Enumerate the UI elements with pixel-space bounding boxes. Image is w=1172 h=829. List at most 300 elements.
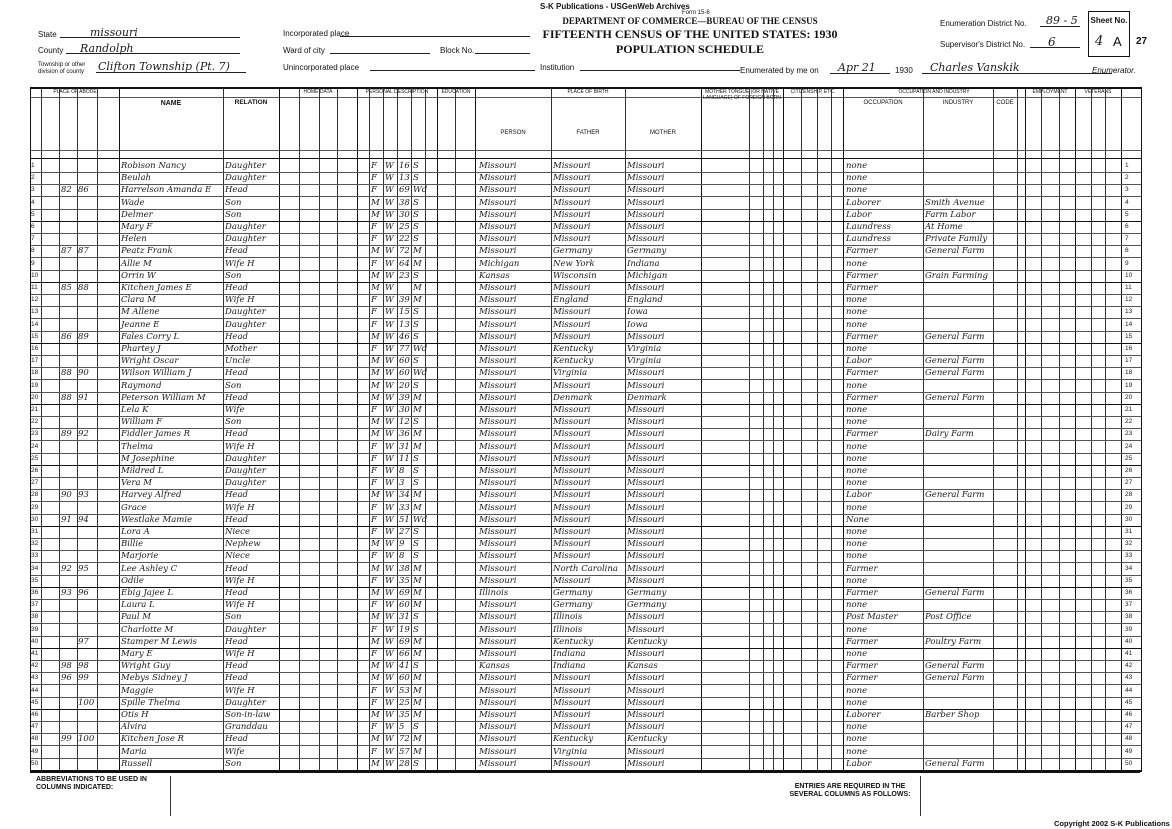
line-number-right: 21 bbox=[1125, 406, 1133, 413]
age: 19 bbox=[399, 624, 410, 635]
industry bbox=[925, 526, 993, 538]
family-number bbox=[78, 380, 96, 392]
industry: General Farm bbox=[925, 392, 985, 403]
line-number: 18 bbox=[31, 369, 39, 377]
birthplace-person: Missouri bbox=[479, 222, 517, 232]
person-name: Billie bbox=[121, 539, 144, 550]
person-name: M Allene bbox=[121, 307, 160, 318]
relation: Wife H bbox=[225, 600, 255, 611]
age: 16 bbox=[399, 161, 410, 171]
birthplace-person: Missouri bbox=[479, 380, 517, 391]
person-name: Mildred L bbox=[121, 466, 164, 476]
table-row bbox=[31, 514, 1141, 526]
person-name: Phartey J bbox=[121, 344, 161, 354]
birthplace-person: Missouri bbox=[479, 161, 517, 171]
dwelling-number bbox=[61, 599, 77, 611]
table-row bbox=[31, 355, 1141, 367]
relation: Mother bbox=[225, 344, 257, 354]
marital-status: S bbox=[413, 234, 419, 245]
family-number bbox=[78, 746, 96, 758]
industry: Dairy Farm bbox=[925, 429, 974, 440]
enumerated-date: Apr 21 bbox=[838, 61, 876, 74]
age: 53 bbox=[399, 685, 410, 696]
line-number-right: 31 bbox=[1125, 528, 1133, 535]
line-number-right: 8 bbox=[1125, 247, 1129, 255]
dwelling-number bbox=[61, 233, 77, 245]
race: W bbox=[385, 673, 394, 684]
table-row bbox=[31, 587, 1141, 599]
relation: Wife bbox=[225, 405, 245, 415]
occupation: none bbox=[846, 405, 868, 415]
race: W bbox=[385, 453, 394, 464]
table-row bbox=[31, 184, 1141, 196]
family-number: 86 bbox=[78, 185, 89, 196]
race: W bbox=[385, 368, 394, 379]
birthplace-person: Missouri bbox=[479, 514, 517, 525]
occupation: none bbox=[846, 417, 868, 428]
birthplace-person: Missouri bbox=[479, 636, 517, 647]
age: 35 bbox=[399, 575, 410, 586]
relation: Head bbox=[225, 331, 248, 342]
dwelling-number bbox=[61, 648, 77, 660]
race: W bbox=[385, 612, 394, 623]
birthplace-mother: Missouri bbox=[627, 283, 665, 293]
ed-label: Enumeration District No. bbox=[940, 19, 1027, 28]
person-name: Maria bbox=[121, 746, 147, 757]
race: W bbox=[385, 197, 394, 208]
occupation: Laundress bbox=[846, 222, 891, 232]
table-row bbox=[31, 502, 1141, 514]
birthplace-mother: Indiana bbox=[627, 258, 660, 269]
dwelling-number bbox=[61, 538, 77, 550]
dwelling-number: 87 bbox=[61, 246, 72, 257]
dwelling-number bbox=[61, 294, 77, 306]
birthplace-father: Missouri bbox=[553, 417, 591, 428]
line-number-right: 34 bbox=[1125, 564, 1133, 572]
age: 13 bbox=[399, 173, 410, 184]
relation: Head bbox=[225, 588, 248, 598]
birthplace-person: Michigan bbox=[479, 258, 520, 269]
block-label: Block No. bbox=[440, 46, 475, 55]
dwelling-number bbox=[61, 465, 77, 477]
dwelling-number bbox=[61, 709, 77, 721]
birthplace-mother: Missouri bbox=[627, 197, 665, 208]
relation: Wife H bbox=[225, 258, 255, 269]
line-number: 39 bbox=[31, 625, 39, 633]
industry bbox=[925, 319, 993, 331]
industry bbox=[925, 416, 993, 428]
marital-status: M bbox=[413, 283, 422, 293]
dwelling-number bbox=[61, 197, 77, 209]
line-number: 14 bbox=[31, 320, 39, 328]
section-relation: RELATION bbox=[234, 99, 268, 106]
subhead-occupation: OCCUPATION bbox=[863, 100, 903, 106]
person-name: Delmer bbox=[121, 209, 153, 220]
birthplace-mother: Missouri bbox=[627, 478, 665, 489]
line-number-right: 45 bbox=[1125, 698, 1133, 706]
marital-status: S bbox=[413, 527, 419, 537]
line-number: 16 bbox=[31, 345, 39, 352]
line-number-right: 38 bbox=[1125, 613, 1133, 621]
race: W bbox=[385, 270, 394, 281]
relation: Daughter bbox=[225, 173, 266, 184]
birthplace-father: Denmark bbox=[553, 392, 593, 403]
family-number bbox=[78, 270, 96, 282]
birthplace-person: Missouri bbox=[479, 197, 517, 208]
line-number: 13 bbox=[31, 308, 39, 316]
occupation: Post Master bbox=[846, 612, 898, 623]
age: 60 bbox=[399, 368, 410, 379]
sex: F bbox=[371, 600, 377, 611]
marital-status: S bbox=[413, 380, 419, 391]
birthplace-father: Missouri bbox=[553, 466, 591, 476]
family-number bbox=[78, 721, 96, 733]
person-name: Ebig Jajee L bbox=[121, 588, 174, 598]
line-number: 45 bbox=[31, 698, 39, 706]
birthplace-father: Missouri bbox=[553, 527, 591, 537]
industry: General Farm bbox=[925, 368, 985, 379]
family-number bbox=[78, 160, 96, 172]
race: W bbox=[385, 283, 394, 293]
ed-value: 89 - 5 bbox=[1046, 14, 1078, 27]
table-row bbox=[31, 538, 1141, 550]
birthplace-mother: Missouri bbox=[627, 466, 665, 476]
industry bbox=[925, 563, 993, 575]
person-name: Charlotte M bbox=[121, 624, 174, 635]
relation: Niece bbox=[225, 527, 250, 537]
industry bbox=[925, 343, 993, 355]
county-value: Randolph bbox=[80, 42, 134, 55]
line-number: 38 bbox=[31, 613, 39, 621]
occupation: Farmer bbox=[846, 636, 878, 647]
section-veterans: VETERANS bbox=[1084, 89, 1112, 95]
age: 5 bbox=[399, 722, 405, 733]
birthplace-father: Kentucky bbox=[553, 636, 594, 647]
table-row bbox=[31, 306, 1141, 318]
age: 72 bbox=[399, 734, 410, 745]
sex: F bbox=[371, 319, 377, 330]
relation: Daughter bbox=[225, 478, 266, 489]
marital-status: S bbox=[413, 319, 419, 330]
line-number-right: 39 bbox=[1125, 625, 1133, 633]
birthplace-mother: Missouri bbox=[627, 746, 665, 757]
occupation: none bbox=[846, 173, 868, 184]
dwelling-number bbox=[61, 685, 77, 697]
birthplace-person: Missouri bbox=[479, 624, 517, 635]
race: W bbox=[385, 319, 394, 330]
marital-status: S bbox=[413, 624, 419, 635]
dwelling-number: 88 bbox=[61, 368, 72, 379]
line-number: 42 bbox=[31, 662, 39, 670]
line-number-right: 16 bbox=[1125, 345, 1133, 352]
marital-status: Wd bbox=[413, 368, 428, 379]
line-number-right: 24 bbox=[1125, 442, 1133, 450]
person-name: Kitchen James E bbox=[121, 283, 192, 293]
line-number-right: 6 bbox=[1125, 223, 1129, 230]
family-number bbox=[78, 611, 96, 623]
occupation: Farmer bbox=[846, 661, 878, 672]
sex: F bbox=[371, 502, 377, 513]
age: 13 bbox=[399, 319, 410, 330]
birthplace-person: Kansas bbox=[479, 270, 510, 281]
family-number bbox=[78, 599, 96, 611]
occupation: none bbox=[846, 502, 868, 513]
relation: Nephew bbox=[225, 539, 261, 550]
line-number-right: 17 bbox=[1125, 357, 1133, 365]
age: 25 bbox=[399, 697, 410, 708]
section-place-of-abode: PLACE OF ABODE bbox=[53, 89, 97, 95]
occupation: Labor bbox=[846, 209, 872, 220]
occupation: none bbox=[846, 185, 868, 196]
industry bbox=[925, 502, 993, 514]
line-number-right: 12 bbox=[1125, 296, 1133, 304]
line-number: 41 bbox=[31, 650, 39, 657]
line-number: 34 bbox=[31, 564, 39, 572]
sex: F bbox=[371, 722, 377, 733]
person-name: Wright Oscar bbox=[121, 356, 179, 367]
birthplace-father: Missouri bbox=[553, 380, 591, 391]
birthplace-person: Missouri bbox=[479, 356, 517, 367]
birthplace-father: North Carolina bbox=[553, 563, 618, 574]
relation: Head bbox=[225, 673, 248, 684]
sex: F bbox=[371, 746, 377, 757]
sex: F bbox=[371, 161, 377, 171]
birthplace-person: Missouri bbox=[479, 649, 517, 659]
sex: M bbox=[371, 368, 380, 379]
birthplace-father: Illinois bbox=[553, 612, 583, 623]
relation: Wife bbox=[225, 746, 245, 757]
age: 60 bbox=[399, 356, 410, 367]
entries-title: ENTRIES ARE REQUIRED IN THE SEVERAL COLUMNS AS FOLLOWS: bbox=[789, 783, 911, 798]
line-number: 31 bbox=[31, 528, 39, 535]
sex: F bbox=[371, 624, 377, 635]
section-name: NAME bbox=[160, 100, 182, 107]
dwelling-number: 86 bbox=[61, 331, 72, 342]
line-number-right: 28 bbox=[1125, 491, 1133, 499]
birthplace-mother: Germany bbox=[627, 588, 667, 598]
line-number-right: 2 bbox=[1125, 174, 1129, 182]
dwelling-number bbox=[61, 416, 77, 428]
enumerator-suffix: Enumerator. bbox=[1092, 66, 1136, 75]
age: 27 bbox=[399, 527, 410, 537]
birthplace-person: Missouri bbox=[479, 283, 517, 293]
person-name: Odile bbox=[121, 575, 144, 586]
relation: Head bbox=[225, 490, 248, 501]
birthplace-person: Illinois bbox=[479, 588, 509, 598]
person-name: Helen bbox=[121, 234, 147, 245]
birthplace-mother: Missouri bbox=[627, 551, 665, 562]
person-name: Peterson William M bbox=[121, 392, 206, 403]
birthplace-person: Missouri bbox=[479, 331, 517, 342]
relation: Head bbox=[225, 392, 248, 403]
line-number-right: 10 bbox=[1125, 271, 1133, 279]
birthplace-mother: Missouri bbox=[627, 502, 665, 513]
family-number bbox=[78, 416, 96, 428]
race: W bbox=[385, 514, 394, 525]
relation: Head bbox=[225, 514, 248, 525]
birthplace-person: Missouri bbox=[479, 612, 517, 623]
birthplace-father: Missouri bbox=[553, 514, 591, 525]
race: W bbox=[385, 429, 394, 440]
age: 64 bbox=[399, 258, 410, 269]
marital-status: S bbox=[413, 539, 419, 550]
sex: F bbox=[371, 527, 377, 537]
age: 57 bbox=[399, 746, 410, 757]
table-row bbox=[31, 258, 1141, 270]
line-number-right: 26 bbox=[1125, 467, 1133, 474]
table-row bbox=[31, 160, 1141, 172]
publisher-line: S-K Publications - USGenWeb Archives bbox=[540, 2, 690, 11]
dwelling-number bbox=[61, 550, 77, 562]
table-row bbox=[31, 636, 1141, 648]
marital-status: S bbox=[413, 173, 419, 184]
industry bbox=[925, 160, 993, 172]
line-number: 24 bbox=[31, 442, 39, 450]
occupation: none bbox=[846, 600, 868, 611]
line-number: 43 bbox=[31, 674, 39, 682]
subhead-mother: MOTHER bbox=[650, 130, 676, 136]
birthplace-person: Missouri bbox=[479, 307, 517, 318]
birthplace-person: Missouri bbox=[479, 429, 517, 440]
marital-status: S bbox=[413, 270, 419, 281]
occupation: none bbox=[846, 478, 868, 489]
race: W bbox=[385, 600, 394, 611]
line-number-right: 46 bbox=[1125, 711, 1133, 718]
birthplace-father: Missouri bbox=[553, 551, 591, 562]
marital-status: M bbox=[413, 575, 422, 586]
table-row bbox=[31, 428, 1141, 440]
birthplace-person: Missouri bbox=[479, 234, 517, 245]
industry bbox=[925, 721, 993, 733]
unincorporated-label: Unincorporated place bbox=[283, 63, 360, 72]
industry bbox=[925, 624, 993, 636]
occupation: none bbox=[846, 380, 868, 391]
line-number: 25 bbox=[31, 454, 39, 462]
family-number bbox=[78, 502, 96, 514]
birthplace-father: Germany bbox=[553, 588, 593, 598]
birthplace-mother: Missouri bbox=[627, 514, 665, 525]
birthplace-father: Missouri bbox=[553, 307, 591, 318]
township-value: Clifton Township (Pt. 7) bbox=[98, 60, 230, 73]
section-home-data: HOME DATA bbox=[303, 89, 333, 95]
birthplace-mother: Missouri bbox=[627, 222, 665, 232]
birthplace-mother: Virginia bbox=[627, 356, 662, 367]
sex: M bbox=[371, 270, 380, 281]
birthplace-father: Indiana bbox=[553, 661, 586, 672]
relation: Wife H bbox=[225, 685, 255, 696]
race: W bbox=[385, 758, 394, 769]
dwelling-number: 93 bbox=[61, 588, 72, 598]
birthplace-father: Missouri bbox=[553, 405, 591, 415]
family-number: 88 bbox=[78, 283, 89, 293]
marital-status: M bbox=[413, 600, 422, 611]
race: W bbox=[385, 258, 394, 269]
relation: Head bbox=[225, 246, 248, 257]
marital-status: S bbox=[413, 551, 419, 562]
table-row bbox=[31, 624, 1141, 636]
line-number: 15 bbox=[31, 332, 39, 340]
birthplace-father: Missouri bbox=[553, 502, 591, 513]
family-number bbox=[78, 233, 96, 245]
industry: General Farm bbox=[925, 588, 985, 598]
family-number bbox=[78, 453, 96, 465]
sheet-box bbox=[1088, 11, 1130, 57]
occupation: None bbox=[846, 514, 870, 525]
family-number bbox=[78, 209, 96, 221]
family-number: 93 bbox=[78, 490, 89, 501]
sex: M bbox=[371, 380, 380, 391]
birthplace-father: New York bbox=[553, 258, 595, 269]
relation: Granddau bbox=[225, 722, 268, 733]
age: 60 bbox=[399, 673, 410, 684]
dwelling-number: 92 bbox=[61, 563, 72, 574]
birthplace-father: Missouri bbox=[553, 453, 591, 464]
industry bbox=[925, 599, 993, 611]
person-name: Peatz Frank bbox=[121, 246, 173, 257]
person-name: Harrelson Amanda E bbox=[121, 185, 212, 196]
line-number-right: 49 bbox=[1125, 747, 1133, 755]
line-number-right: 30 bbox=[1125, 515, 1133, 523]
person-name: Marjorie bbox=[121, 551, 159, 562]
family-number bbox=[78, 550, 96, 562]
age: 3 bbox=[399, 478, 405, 489]
person-name: Fales Corry L bbox=[121, 331, 180, 342]
age: 31 bbox=[399, 612, 410, 623]
relation: Daughter bbox=[225, 161, 266, 171]
family-number: 92 bbox=[78, 429, 89, 440]
table-row bbox=[31, 563, 1141, 575]
sex: F bbox=[371, 173, 377, 184]
table-row bbox=[31, 294, 1141, 306]
race: W bbox=[385, 563, 394, 574]
person-name: M Josephine bbox=[121, 453, 175, 464]
birthplace-mother: Missouri bbox=[627, 490, 665, 501]
occupation: none bbox=[846, 551, 868, 562]
birthplace-mother: Missouri bbox=[627, 405, 665, 415]
family-number: 87 bbox=[78, 246, 89, 257]
relation: Head bbox=[225, 563, 248, 574]
sex: M bbox=[371, 539, 380, 550]
occupation: Farmer bbox=[846, 246, 878, 257]
person-name: Beulah bbox=[121, 173, 152, 184]
age: 39 bbox=[399, 295, 410, 306]
occupation: none bbox=[846, 453, 868, 464]
sd-value: 6 bbox=[1048, 35, 1056, 49]
section-education: EDUCATION bbox=[441, 89, 471, 95]
relation: Son bbox=[225, 270, 242, 281]
occupation: Farmer bbox=[846, 563, 878, 574]
industry bbox=[925, 282, 993, 294]
family-number bbox=[78, 477, 96, 489]
table-row bbox=[31, 245, 1141, 257]
sd-label: Supervisor's District No. bbox=[940, 40, 1026, 49]
line-number: 35 bbox=[31, 576, 39, 584]
dwelling-number: 88 bbox=[61, 392, 72, 403]
race: W bbox=[385, 441, 394, 452]
line-number-right: 47 bbox=[1125, 723, 1133, 731]
age: 60 bbox=[399, 600, 410, 611]
marital-status: S bbox=[413, 222, 419, 232]
occupation: none bbox=[846, 344, 868, 354]
age: 38 bbox=[399, 563, 410, 574]
person-name: Paul M bbox=[121, 612, 152, 623]
age: 46 bbox=[399, 331, 410, 342]
marital-status: M bbox=[413, 588, 422, 598]
relation: Head bbox=[225, 429, 248, 440]
age: 20 bbox=[399, 380, 410, 391]
sex: M bbox=[371, 758, 380, 769]
industry bbox=[925, 453, 993, 465]
